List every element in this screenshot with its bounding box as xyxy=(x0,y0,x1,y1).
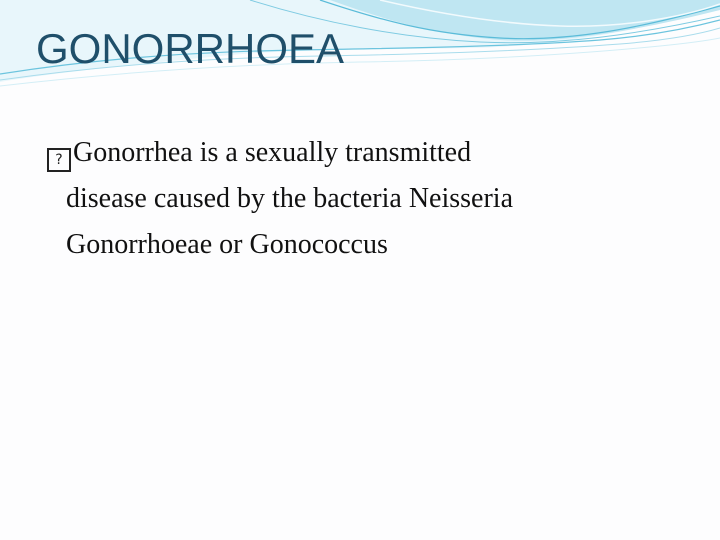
paragraph-line-1 xyxy=(47,130,687,176)
paragraph-line-2: disease caused by the bacteria Neisseria xyxy=(66,183,514,214)
paragraph-line-1-text: Gonorrhea is a sexually transmitted xyxy=(73,137,472,168)
bullet-paragraph xyxy=(47,130,687,268)
slide-title: GONORRHOEA xyxy=(36,25,345,72)
missing-glyph-bullet-icon xyxy=(47,148,71,172)
slide-body xyxy=(47,130,687,268)
paragraph-line-3: Gonorrhoeae or Gonococcus xyxy=(66,229,388,260)
